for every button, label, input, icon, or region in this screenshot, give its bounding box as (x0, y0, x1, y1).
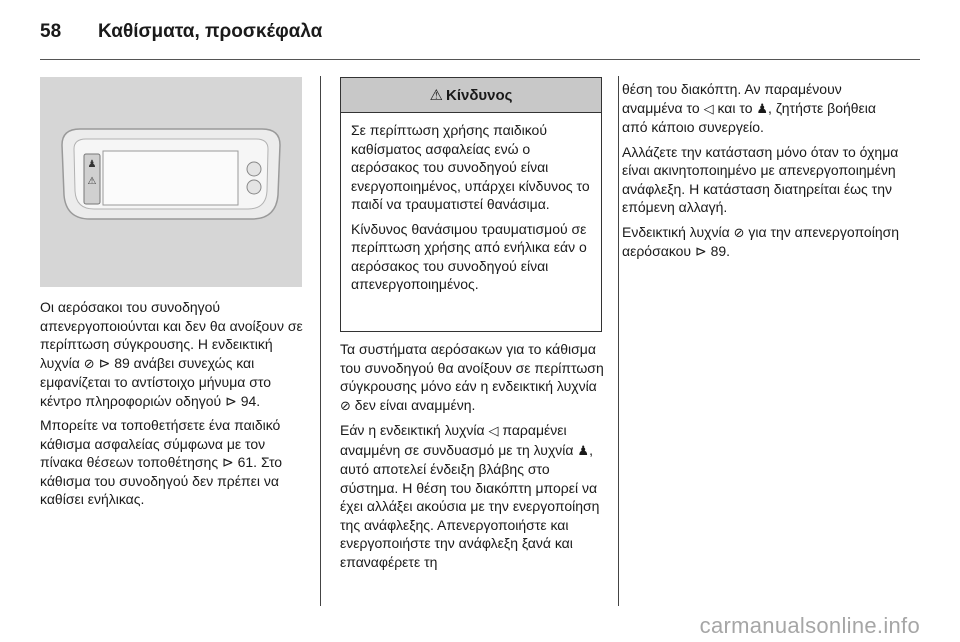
page-header (40, 14, 322, 50)
page-number: 58 (40, 21, 62, 42)
paragraph: Αλλάζετε την κατάσταση μόνο όταν το όχημα είναι ακινητοποιημένο με απενεργοποιημένη ανάφλεξη. Η κατάσταση διατηρείται έως την επόμενη αλλαγή. (622, 143, 899, 215)
paragraph: θέση του διακόπτη. Αν παραμένουν αναμμένα το ◁ και το ♟, ζητήστε βοήθεια από κάποιο συνεργείο. (622, 81, 877, 135)
passenger-airbag-off-icon: ⊘ (340, 397, 351, 413)
column-divider (618, 76, 619, 606)
airbag-indicator-icon: ♟ (577, 442, 590, 458)
danger-body (341, 113, 601, 294)
paragraph: Τα συστήματα αερόσακων για το κάθισμα του συνοδηγού θα ανοίξουν σε περίπτωση σύγκρουσης μόνο εάν η ενδεικτική λυχνία ⊘ δεν είναι αναμμένη. (340, 341, 604, 413)
passenger-airbag-off-icon: ⊘ (83, 355, 95, 371)
paragraph: Ενδεικτική λυχνία ⊘ για την απενεργοποίηση αερόσακου ⊳ 89. (622, 223, 900, 259)
svg-text:⚠: ⚠ (87, 176, 97, 187)
column-1-text (40, 298, 306, 515)
page-ref-arrow-icon: ⊳ (98, 354, 111, 371)
page-ref-arrow-icon: ⊳ (225, 392, 237, 409)
danger-heading: ⚠ Κίνδυνος (341, 78, 601, 113)
watermark: carmanualsonline.info (699, 613, 920, 638)
header-rule (40, 59, 920, 60)
passenger-airbag-off-icon: ⊘ (733, 224, 745, 240)
column-2-text (340, 340, 604, 577)
paragraph: Οι αερόσακοι του συνοδηγού απενεργοποιούνται και δεν θα ανοίξουν σε περίπτωση σύγκρουσης. Η ενδεικτική λυχνία ⊘ ⊳ 89 ανάβει συνεχώς και εμφανίζεται το αντίστοιχο μήνυμα στο κέντρο πληροφοριών οδηγού ⊳ 94. (40, 299, 303, 409)
airbag-indicator-panel-illustration (40, 77, 302, 287)
page-ref-arrow-icon: ⊳ (694, 243, 707, 259)
paragraph: Κίνδυνος θανάσιμου τραυματισμού σε περίπτωση χρήσης από ενήλικα εάν ο αερόσακος του συνοδηγού είναι απενεργοποιημένος. (351, 220, 587, 292)
paragraph: Εάν η ενδεικτική λυχνία ◁ παραμένει αναμμένη σε συνδυασμό με τη λυχνία ♟, αυτό αποτελεί ένδειξη βλάβης στο σύστημα. Η θέση του διακόπτη μπορεί να έχει αλλάξει ακούσια με την ενεργοποίηση της ανάφλεξης. Απενεργοποιήστε και ενεργοποιήστε την ανάφλεξη ξανά και επαναφέρετε τη (340, 422, 600, 570)
airbag-warning-icon: ◁ (703, 100, 714, 116)
warning-triangle-icon: ⚠ (429, 87, 443, 104)
page-ref-arrow-icon: ⊳ (221, 454, 234, 470)
paragraph: Μπορείτε να τοποθετήσετε ένα παιδικό κάθισμα ασφαλείας σύμφωνα με τον πίνακα θέσεων τοποθέτησης ⊳ 61. Στο κάθισμα του συνοδηγού δεν πρέπει να καθίσει ενήλικας. (40, 417, 283, 507)
airbag-indicator-icon: ♟ (756, 100, 769, 116)
danger-box (340, 77, 602, 332)
svg-text:♟: ♟ (87, 159, 97, 170)
airbag-warning-icon: ◁ (488, 423, 499, 438)
page-title: Καθίσματα, προσκέφαλα (98, 21, 323, 42)
paragraph: Σε περίπτωση χρήσης παιδικού καθίσματος ασφαλείας ενώ ο αερόσακος του συνοδηγού είναι ενεργοποιημένος, υπάρχει κίνδυνος το παιδί να τραυματιστεί θανάσιμα. (351, 122, 590, 212)
column-3-text (622, 80, 904, 267)
column-divider (320, 76, 321, 606)
